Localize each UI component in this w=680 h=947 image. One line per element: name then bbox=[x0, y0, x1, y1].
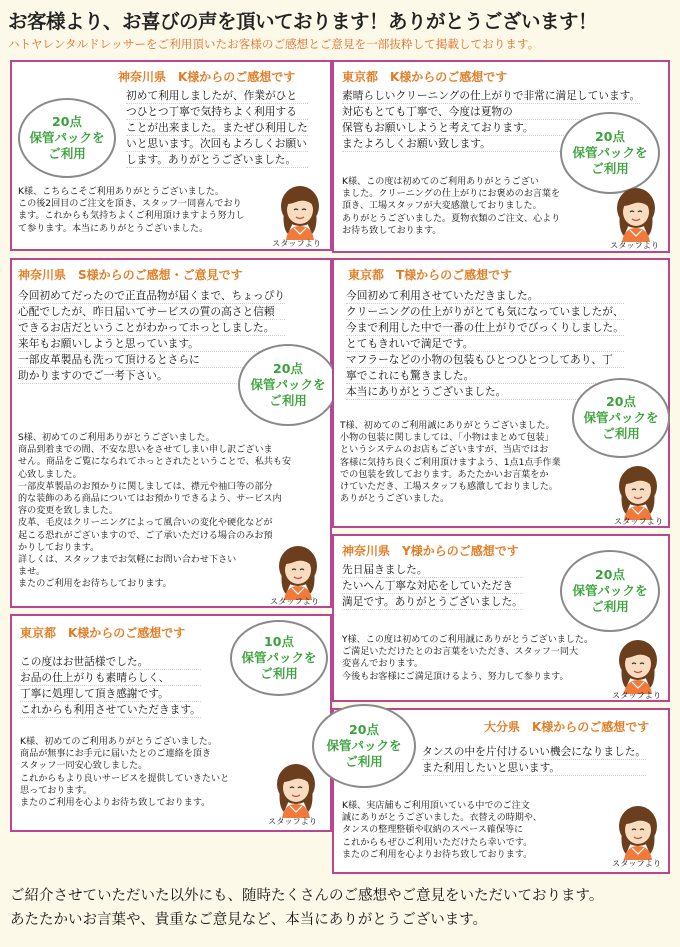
review-card-kanagawa-y bbox=[332, 534, 670, 702]
staff-label: スタッフより bbox=[270, 596, 320, 606]
staff-avatar-icon bbox=[272, 540, 324, 600]
staff-reply: S様、初めてのご利用ありがとうございました。 商品到着までの間、不安な思いをさせてしまい申し訳ございま せん。商品をご覧になられてホっとされたということで、私共も安 心致しました。 一部皮革製品のお預かりに関しましては、襟元や袖口等の部分 的な装飾のある商品についてはお預かりできるよう、サービス内 容の変更を致しました。 皮革、毛皮はクリーニングによって風合いの変化や硬化などが 起こる恐れがございますので、ご了承いただける場合のみお預 かりしております。 詳しくは、スタッフまでお気軽にお問い合わせ下さい ませ。 またのご利用をお待ちしております。 bbox=[18, 433, 292, 590]
customer-review: タンスの中を片付けるいい機会になりました。 また利用したいと思います。 bbox=[422, 745, 647, 774]
customer-review: この度はお世話様でした。 お品の仕上がりも素晴らしく、 丁寧に処理して頂き感謝です。 これからも利用させていただきます。 bbox=[20, 655, 201, 716]
review-card-kanagawa-k bbox=[10, 60, 332, 251]
customer-review: 先日届きました。 たいへん丁寧な対応をしていただき 満足です。ありがとうございました。 bbox=[342, 563, 523, 608]
page-title: お客様より、お喜びの声を頂いております！ありがとうございます！ bbox=[8, 10, 598, 33]
staff-avatar-icon bbox=[612, 634, 664, 694]
card-title: 東京都 T様からのご感想です bbox=[348, 268, 513, 282]
storage-pack-bubble: 10点 保管パックを ご利用 bbox=[230, 620, 328, 696]
staff-reply: K様、実店舗もご利用頂いている中でのご注文 誠にありがとうございました。衣替えの時期や、 タンスの整理整頓や収納のスペース確保等に これからもぜひご利用いただけたら幸いです。 またのご利用を心よりお待ち致しております。 bbox=[342, 801, 542, 860]
customer-review: 素晴らしいクリーニングの仕上がりで非常に満足しています。 対応もとても丁寧で、今度は夏物の 保管もお願いしようと考えております。 またよろしくお願い致します。 bbox=[342, 89, 641, 150]
footer-line-1: ご紹介させていただいた以外にも、随時たくさんのご感想やご意見をいただいております。 bbox=[10, 888, 604, 904]
storage-pack-bubble: 20点 保管パックを ご利用 bbox=[238, 344, 338, 426]
storage-pack-bubble: 20点 保管パックを ご利用 bbox=[560, 550, 660, 632]
card-title: 神奈川県 Y様からのご感想です bbox=[342, 544, 519, 558]
card-title: 東京都 K様からのご感想です bbox=[20, 626, 186, 640]
staff-label: スタッフより bbox=[268, 816, 318, 826]
card-title: 神奈川県 K様からのご感想です bbox=[118, 70, 296, 84]
staff-reply: Y様、この度は初めてのご利用誠にありがとうございました。 ご満足いただけたとのお言葉をいただき、スタッフ一同大 変喜んでおります。 今後もお客様にご満足頂けるよう、努力して参ります。 bbox=[342, 635, 594, 682]
customer-review: 初めて利用しましたが、作業がひと つひとつ丁寧で気持ちよく利用する ことが出来ました。またぜひ利用した いと思います。次回もよろしくお願い します。ありがとうございました。 bbox=[126, 89, 308, 166]
card-title: 東京都 K様からのご感想です bbox=[342, 70, 508, 84]
staff-avatar-icon bbox=[274, 180, 326, 240]
footer-line-2: あたたかいお言葉や、貴重なご意見など、本当にありがとうございます。 bbox=[10, 912, 488, 928]
review-card-tokyo-t bbox=[332, 258, 670, 528]
customer-review: 今回初めてだったので正直品物が届くまで、ちょっぴり 心配でしたが、昨日届いてサービスの質の高さと信頼 できるお店だということがわかってホっとしました。 来年もお願いしようと思っています。 一部皮革製品も洗って頂けるとさらに 助かりますのでご一考下さい。 bbox=[18, 289, 285, 382]
review-card-tokyo-k2 bbox=[10, 614, 332, 832]
staff-label: スタッフより bbox=[612, 858, 662, 868]
staff-label: スタッフより bbox=[610, 240, 660, 250]
staff-reply: T様、初めてのご利用誠にありがとうございました。 小物の包装に関しましては、「小物はまとめて包装」 というシステムのお店もございますが、当店ではお 客様に気持ち良くご利用頂けますよう、1点1点手作業 での包装を致しております。あたたかいお言葉をか けていただき、工場スタッフも感激しておりました。 ありがとうございました。 bbox=[340, 421, 561, 505]
card-title: 神奈川県 S様からのご感想・ご意見です bbox=[18, 268, 243, 282]
review-card-tokyo-k bbox=[332, 60, 670, 253]
review-card-kanagawa-s bbox=[10, 258, 332, 608]
page-subtitle: ハトヤレンタルドレッサーをご利用頂いたお客様のご感想とご意見を一部抜粋して掲載しております。 bbox=[8, 37, 540, 51]
staff-label: スタッフより bbox=[612, 690, 662, 700]
staff-avatar-icon bbox=[610, 182, 662, 242]
staff-label: スタッフより bbox=[272, 238, 322, 248]
customer-review: 今回初めて利用させていただきました。 クリーニングの仕上がりがとても気になっていましたが、 今まで利用した中で一番の仕上がりでびっくりしました。 とてもきれいで満足です。 マフラーなどの小物の包装もひとつひとつしてあり、丁 寧でこれにも驚きました。 本当にありがとうございました。 bbox=[346, 289, 624, 398]
storage-pack-bubble: 20点 保管パックを ご利用 bbox=[312, 704, 416, 788]
staff-avatar-icon bbox=[612, 460, 664, 520]
storage-pack-bubble: 20点 保管パックを ご利用 bbox=[572, 378, 670, 458]
staff-reply: K様、初めてのご利用ありがとうございました。 商品が無事にお手元に届いたとのご連絡を頂き スタッフ一同安心致しました。 これからもより良いサービスを提供していきたいと 思っております。 またのご利用を心よりお待ち致しております。 bbox=[20, 737, 230, 809]
storage-pack-bubble: 20点 保管パックを ご利用 bbox=[18, 98, 116, 178]
staff-avatar-icon bbox=[612, 800, 664, 860]
staff-reply: K様、この度は初めてのご利用ありがとうござい ました。クリーニングの仕上がりにお褒めのお言葉を 頂き、工場スタッフが大変感激しておりました。 ありがとうございました。夏物衣類のご注文、心より お待ち致しております。 bbox=[342, 177, 561, 236]
card-title: 大分県 K様からのご感想です bbox=[484, 720, 650, 734]
staff-label: スタッフより bbox=[614, 516, 664, 526]
staff-avatar-icon bbox=[270, 758, 322, 818]
staff-reply: K様、こちらこそご利用ありがとうございました。 この後2回目のご注文を頂き、スタッフ一同喜んでおり ます。これからも気持ちよくご利用頂けますよう努力し て参ります。本当にありがとうございました。 bbox=[18, 187, 245, 234]
storage-pack-bubble: 20点 保管パックを ご利用 bbox=[560, 112, 660, 194]
